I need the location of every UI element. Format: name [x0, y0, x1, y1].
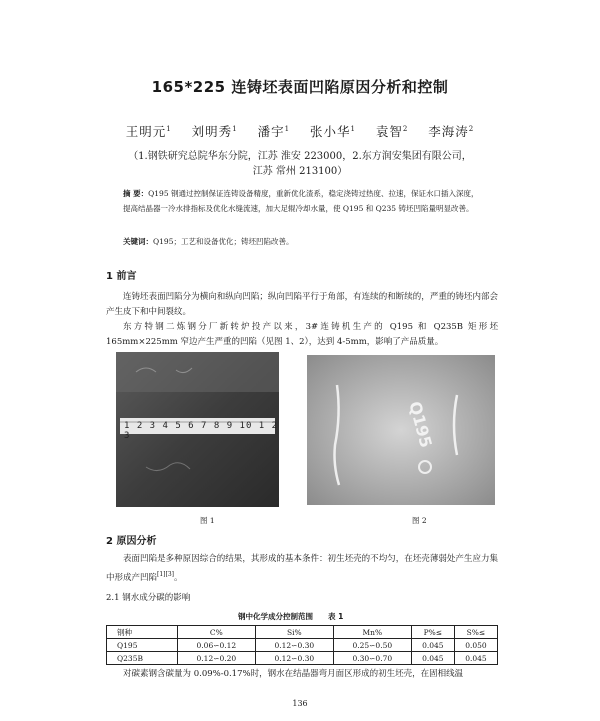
table-cell: 0.12∽0.30 [255, 639, 333, 652]
keywords [123, 235, 483, 250]
abstract [123, 187, 483, 216]
table-header-cell: Mn% [333, 626, 411, 639]
table-cell: 0.050 [454, 639, 497, 652]
keywords-label: 关键词： [123, 237, 153, 246]
figure-2-caption: 图 2 [412, 516, 427, 525]
paper-title: 165*225 连铸坯表面凹陷原因分析和控制 [151, 78, 449, 96]
abstract-label: 摘 要： [123, 189, 149, 198]
table-header-row [107, 626, 498, 639]
figure-2-graphic [307, 355, 495, 505]
table-row [107, 639, 498, 652]
table-cell: 0.25∽0.50 [333, 639, 411, 652]
page-number: 136 [292, 699, 308, 708]
author: 李海涛$^2$ [428, 124, 475, 139]
abstract-text: Q195 钢通过控制保证连铸设备精度，重新优化渣系，稳定浇铸过热度、拉速，保证水口插入深度，提高结晶器一冷水排指标及优化水缝流速，加大足辊冷却水量，使 Q195 和 Q235 铸坯凹陷量明显改善。 [123, 189, 479, 213]
section-heading: 2 原因分析 [106, 536, 157, 547]
paragraph: 连铸坯表面凹陷分为横向和纵向凹陷；纵向凹陷平行于角部，有连续的和断续的，严重的铸坯内部会产生皮下和中间裂纹。 [106, 292, 498, 317]
table-cell: 0.06∽0.12 [177, 639, 255, 652]
table-cell: Q195 [107, 639, 178, 652]
author: 袁智$^2$ [375, 124, 409, 139]
table-cell: 0.045 [411, 652, 454, 665]
table-header-cell: S%≤ [454, 626, 497, 639]
author: 潘宇$^1$ [257, 124, 291, 139]
figure-1-photo [116, 352, 279, 507]
table-caption: 钢中化学成分控制范围 表 1 [238, 612, 344, 621]
author: 刘明秀$^1$ [191, 124, 238, 139]
paragraph: 表面凹陷是多种原因综合的结果，其形成的基本条件：初生坯壳的不均匀，在坯壳薄弱处产生应力集中形成产凹陷[1][3]。 [106, 554, 498, 583]
table-header-cell: C% [177, 626, 255, 639]
table-cell: 0.12∽0.20 [177, 652, 255, 665]
table-header-cell: P%≤ [411, 626, 454, 639]
table-cell: 0.30∽0.70 [333, 652, 411, 665]
subsection-heading: 2.1 钢水成分碳的影响 [106, 593, 191, 603]
keywords-text: Q195；工艺和设备优化；铸坯凹陷改善。 [153, 237, 294, 246]
section-heading: 1 前言 [106, 271, 137, 282]
table-row [107, 652, 498, 665]
paragraph: 东方特钢二炼钢分厂新转炉投产以来，3#连铸机生产的 Q195 和 Q235B 矩形坯 165mm×225mm 窄边产生严重的凹陷（见图 1、2），达到 4-5mm，影响了产品质量。 [106, 322, 498, 347]
table-cell: 0.045 [454, 652, 497, 665]
composition-table [106, 625, 498, 665]
figure-2-photo [307, 355, 495, 505]
handwritten-label: Q195 [405, 399, 436, 450]
table-header-cell: 钢种 [107, 626, 178, 639]
table-header-cell: Si% [255, 626, 333, 639]
figure-1-caption: 图 1 [200, 516, 215, 525]
affiliation-line-1: （1.钢铁研究总院华东分院，江苏 淮安 223000，2.东方润安集团有限公司， [128, 151, 472, 162]
table-cell: 0.12∽0.30 [255, 652, 333, 665]
affiliation-line-2: 江苏 常州 213100） [252, 166, 348, 177]
author-list [0, 122, 600, 140]
table-cell: 0.045 [411, 639, 454, 652]
paragraph: 对碳素钢含碳量为 0.09%-0.17%时，钢水在结晶器弯月面区形成的初生坯壳，在固相线温 [123, 669, 464, 679]
ruler-numbers: 1 2 3 4 5 6 7 8 9 10 1 2 3 [124, 421, 279, 441]
author: 王明元$^1$ [125, 124, 172, 139]
author: 张小华$^1$ [309, 124, 356, 139]
table-cell: Q235B [107, 652, 178, 665]
